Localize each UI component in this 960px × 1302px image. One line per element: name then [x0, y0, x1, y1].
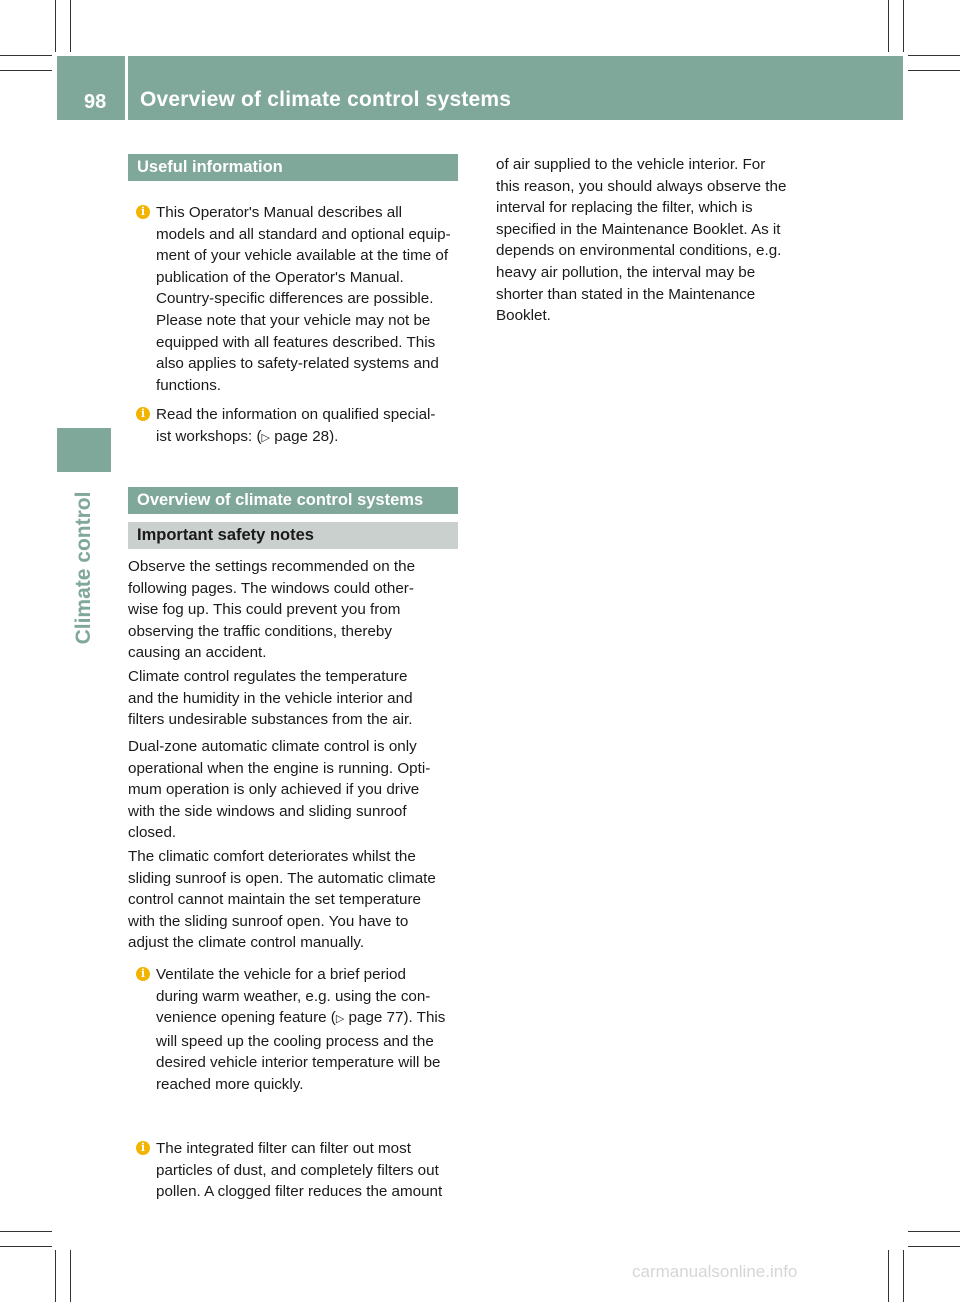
text-line: Booklet.	[496, 307, 551, 325]
paragraph	[128, 666, 460, 731]
text-line: of air supplied to the vehicle interior. For	[496, 156, 766, 173]
section-heading-overview: Overview of climate control systems	[128, 487, 458, 514]
info-note	[128, 1138, 460, 1203]
note-line: Country-specific differences are possible.	[156, 290, 434, 308]
note-line: desired vehicle interior temperature will be	[156, 1054, 441, 1072]
note-line: ment of your vehicle available at the time of	[156, 247, 449, 265]
page-reference-link[interactable]: page 28).	[269, 427, 339, 445]
text-line: with the side windows and sliding sunroof	[128, 802, 407, 820]
note-line: will speed up the cooling process and the	[156, 1032, 434, 1050]
section-heading-useful-information: Useful information	[128, 154, 458, 181]
info-note	[128, 202, 460, 396]
note-line	[156, 1007, 460, 1031]
header-divider	[125, 56, 128, 120]
text-line: The climatic comfort deteriorates whilst the	[128, 848, 416, 865]
crop-mark	[903, 1250, 904, 1302]
info-icon: i	[136, 1141, 150, 1155]
text-line: operational when the engine is running. Opti-	[128, 759, 431, 777]
crop-mark	[0, 1246, 52, 1247]
crop-mark	[0, 1231, 52, 1232]
text-line: Dual-zone automatic climate control is only	[128, 738, 417, 755]
text-line: closed.	[128, 824, 177, 842]
note-line: reached more quickly.	[156, 1075, 304, 1093]
text-line: heavy air pollution, the interval may be	[496, 263, 756, 281]
text-line: and the humidity in the vehicle interior and	[128, 689, 413, 707]
text-line: this reason, you should always observe the	[496, 177, 787, 195]
crop-mark	[903, 0, 904, 52]
crop-mark	[0, 70, 52, 71]
crop-mark	[908, 70, 960, 71]
text-segment: ist workshops: (	[156, 427, 262, 445]
note-line: pollen. A clogged filter reduces the amount	[156, 1183, 443, 1201]
text-line: filters undesirable substances from the air.	[128, 711, 413, 729]
note-line: The integrated filter can filter out most	[156, 1140, 411, 1157]
note-line: also applies to safety-related systems and	[156, 355, 439, 373]
crop-mark	[70, 1250, 71, 1302]
text-line: following pages. The windows could other-	[128, 579, 414, 597]
text-line: mum operation is only achieved if you drive	[128, 781, 420, 799]
page-reference-link[interactable]: page 77). This	[344, 1009, 446, 1027]
note-line: Read the information on qualified special-	[156, 406, 436, 423]
info-icon: i	[136, 205, 150, 219]
chapter-tab	[57, 428, 111, 472]
text-line: sliding sunroof is open. The automatic climate	[128, 869, 436, 887]
watermark: carmanualsonline.info	[632, 1262, 798, 1281]
note-line: particles of dust, and completely filters out	[156, 1161, 439, 1179]
page-reference-arrow-icon: ▷	[335, 1013, 345, 1026]
paragraph	[496, 154, 816, 327]
crop-mark	[888, 0, 889, 52]
paragraph	[128, 556, 460, 664]
page-number: 98	[84, 91, 107, 113]
text-line: shorter than stated in the Maintenance	[496, 285, 756, 303]
text-line: adjust the climate control manually.	[128, 934, 365, 952]
text-line: Observe the settings recommended on the	[128, 558, 416, 575]
note-line: Ventilate the vehicle for a brief period	[156, 966, 406, 983]
paragraph	[128, 736, 460, 844]
note-line: equipped with all features described. This	[156, 333, 436, 351]
subheading-safety-notes: Important safety notes	[128, 522, 458, 549]
page-reference-arrow-icon: ▷	[261, 431, 270, 444]
crop-mark	[908, 1231, 960, 1232]
note-line: publication of the Operator's Manual.	[156, 268, 404, 286]
crop-mark	[908, 55, 960, 56]
paragraph	[128, 846, 460, 954]
info-icon: i	[136, 407, 150, 421]
note-line: This Operator's Manual describes all	[156, 204, 403, 221]
text-line: with the sliding sunroof open. You have to	[128, 912, 409, 930]
note-line: functions.	[156, 376, 222, 394]
note-line: during warm weather, e.g. using the con-	[156, 987, 431, 1005]
text-line: causing an accident.	[128, 644, 267, 662]
running-title: Overview of climate control systems	[140, 88, 512, 111]
text-line: control cannot maintain the set temperature	[128, 891, 421, 909]
text-line: depends on environmental conditions, e.g.	[496, 242, 782, 260]
crop-mark	[0, 55, 52, 56]
text-line: observing the traffic conditions, thereby	[128, 622, 392, 640]
text-line: interval for replacing the filter, which is	[496, 199, 753, 217]
note-line: models and all standard and optional equip-	[156, 225, 451, 243]
text-segment: venience opening feature (	[156, 1009, 336, 1027]
crop-mark	[55, 0, 56, 52]
note-line	[156, 426, 460, 450]
text-line: Climate control regulates the temperature	[128, 668, 408, 685]
note-line: Please note that your vehicle may not be	[156, 311, 431, 329]
text-line: specified in the Maintenance Booklet. As it	[496, 220, 781, 238]
chapter-label: Climate control	[72, 491, 95, 645]
crop-mark	[70, 0, 71, 52]
crop-mark	[55, 1250, 56, 1302]
crop-mark	[888, 1250, 889, 1302]
info-note	[128, 404, 460, 449]
crop-mark	[908, 1246, 960, 1247]
info-icon: i	[136, 967, 150, 981]
text-line: wise fog up. This could prevent you from	[128, 601, 401, 619]
info-note	[128, 964, 460, 1096]
